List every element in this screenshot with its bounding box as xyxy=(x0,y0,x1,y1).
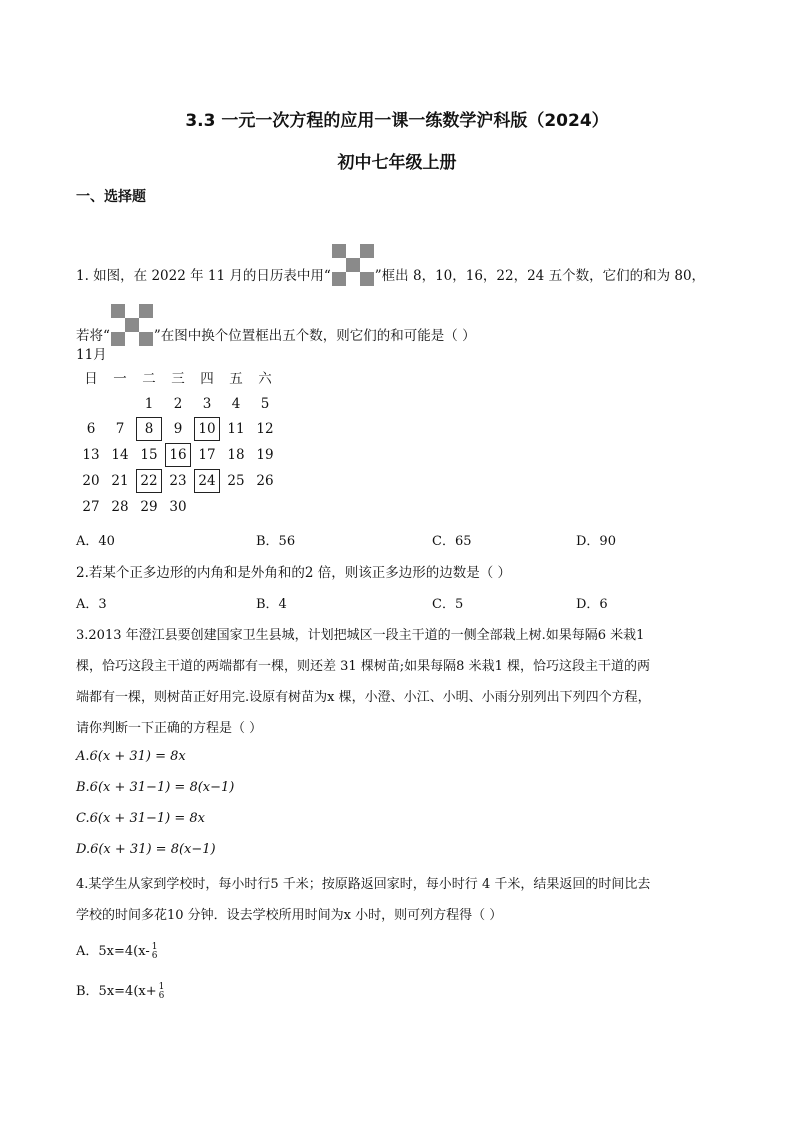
weekday-label: 一 xyxy=(113,371,127,387)
calendar-month-label: 11月 xyxy=(76,347,107,363)
weekday-label: 三 xyxy=(171,371,185,387)
calendar-day: 2 xyxy=(173,396,183,412)
calendar-day: 12 xyxy=(256,421,274,437)
question-1-text-c: 若将“ xyxy=(76,328,110,344)
question-1-line-1 xyxy=(76,244,705,286)
question-4-line-1: 4.某学生从家到学校时，每小时行5 千米；按原路返回家时，每小时行 4 千米，结果返回的时间比去 xyxy=(76,877,651,892)
calendar-day xyxy=(107,392,133,416)
fraction xyxy=(159,983,165,1001)
calendar-day: 23 xyxy=(169,473,187,489)
page-title: 3.3 一元一次方程的应用一课一练数学沪科版（2024） xyxy=(185,111,609,131)
question-3-line-4: 请你判断一下正确的方程是（ ） xyxy=(76,721,263,736)
option-a-text: A．5x=4(x- xyxy=(76,944,150,959)
question-1-line-2 xyxy=(76,304,476,346)
weekday-label: 二 xyxy=(142,371,156,387)
calendar-day: 14 xyxy=(111,447,129,463)
question-4-option-a[interactable] xyxy=(76,940,157,961)
calendar-day-boxed: 10 xyxy=(194,417,220,441)
question-2-option-d[interactable]: D．6 xyxy=(576,597,608,612)
question-1-text-a: 1. 如图，在 2022 年 11 月的日历表中用“ xyxy=(76,268,331,284)
question-4-line-2: 学校的时间多花10 分钟．设去学校所用时间为x 小时，则可列方程得（ ） xyxy=(76,908,503,923)
calendar-day: 27 xyxy=(82,499,100,515)
question-1-option-b[interactable]: B．56 xyxy=(256,534,296,549)
question-4-option-b[interactable] xyxy=(76,980,164,1001)
calendar-day: 29 xyxy=(140,499,158,515)
weekday-label: 日 xyxy=(84,371,98,387)
fraction xyxy=(152,943,158,961)
calendar-day: 5 xyxy=(260,396,270,412)
calendar-day xyxy=(194,495,220,519)
fraction-numerator: 1 xyxy=(151,941,158,952)
calendar-day: 4 xyxy=(231,396,241,412)
cross-shape-icon xyxy=(111,304,153,346)
calendar-day: 25 xyxy=(227,473,245,489)
calendar-day: 15 xyxy=(140,447,158,463)
question-1-option-a[interactable]: A．40 xyxy=(76,534,115,549)
page-subtitle: 初中七年级上册 xyxy=(337,153,457,173)
question-1-option-c[interactable]: C．65 xyxy=(432,534,472,549)
calendar-day: 3 xyxy=(202,396,212,412)
question-1-text-d: ”在图中换个位置框出五个数，则它们的和可能是（ ） xyxy=(153,328,476,344)
calendar-day xyxy=(223,495,249,519)
calendar-day: 21 xyxy=(111,473,129,489)
weekday-label: 四 xyxy=(200,371,214,387)
calendar-day: 13 xyxy=(82,447,100,463)
calendar-day-boxed: 24 xyxy=(194,469,220,493)
question-2-option-a[interactable]: A．3 xyxy=(76,597,107,612)
calendar-day: 7 xyxy=(115,421,125,437)
question-3-option-a[interactable]: A.6(x + 31) = 8x xyxy=(76,749,186,764)
calendar-day-boxed: 16 xyxy=(165,443,191,467)
question-3-line-3: 端都有一棵，则树苗正好用完.设原有树苗为x 棵，小澄、小江、小明、小雨分别列出下列四个方程， xyxy=(76,690,651,705)
calendar-day xyxy=(78,392,104,416)
calendar-day: 28 xyxy=(111,499,129,515)
question-3-line-2: 棵，恰巧这段主干道的两端都有一棵，则还差 31 棵树苗;如果每隔8 米栽1 棵，恰巧这段主干道的两 xyxy=(76,659,650,674)
calendar-day: 11 xyxy=(227,421,245,437)
fraction-denominator: 6 xyxy=(158,990,165,1001)
calendar-day xyxy=(252,495,278,519)
option-b-text: B．5x=4(x+ xyxy=(76,984,157,999)
cross-shape-icon xyxy=(332,244,374,286)
calendar-day-boxed: 22 xyxy=(136,469,162,493)
fraction-numerator: 1 xyxy=(158,981,165,992)
question-2-option-c[interactable]: C．5 xyxy=(432,597,464,612)
weekday-label: 六 xyxy=(258,371,272,387)
section-heading: 一、选择题 xyxy=(76,189,146,205)
question-3-option-b[interactable]: B.6(x + 31−1) = 8(x−1) xyxy=(76,780,235,795)
weekday-label: 五 xyxy=(229,371,243,387)
question-1-option-d[interactable]: D．90 xyxy=(576,534,616,549)
calendar-day: 17 xyxy=(198,447,216,463)
calendar-day: 1 xyxy=(144,396,154,412)
calendar-day: 18 xyxy=(227,447,245,463)
question-3-option-d[interactable]: D.6(x + 31) = 8(x−1) xyxy=(76,842,216,857)
calendar-day: 30 xyxy=(169,499,187,515)
calendar-day-boxed: 8 xyxy=(136,417,162,441)
question-3-option-c[interactable]: C.6(x + 31−1) = 8x xyxy=(76,811,205,826)
calendar-day: 20 xyxy=(82,473,100,489)
question-2-text: 2.若某个正多边形的内角和是外角和的2 倍，则该正多边形的边数是（ ） xyxy=(76,565,512,581)
fraction-denominator: 6 xyxy=(151,950,158,961)
question-1-text-b: ”框出 8，10，16，22，24 五个数，它们的和为 80， xyxy=(374,268,706,284)
question-3-line-1: 3.2013 年澄江县要创建国家卫生县城，计划把城区一段主干道的一侧全部栽上树.如果每隔6 米栽1 xyxy=(76,628,645,643)
question-2-option-b[interactable]: B．4 xyxy=(256,597,287,612)
calendar-day: 26 xyxy=(256,473,274,489)
calendar-day: 19 xyxy=(256,447,274,463)
calendar-day: 6 xyxy=(86,421,96,437)
calendar-day: 9 xyxy=(173,421,183,437)
